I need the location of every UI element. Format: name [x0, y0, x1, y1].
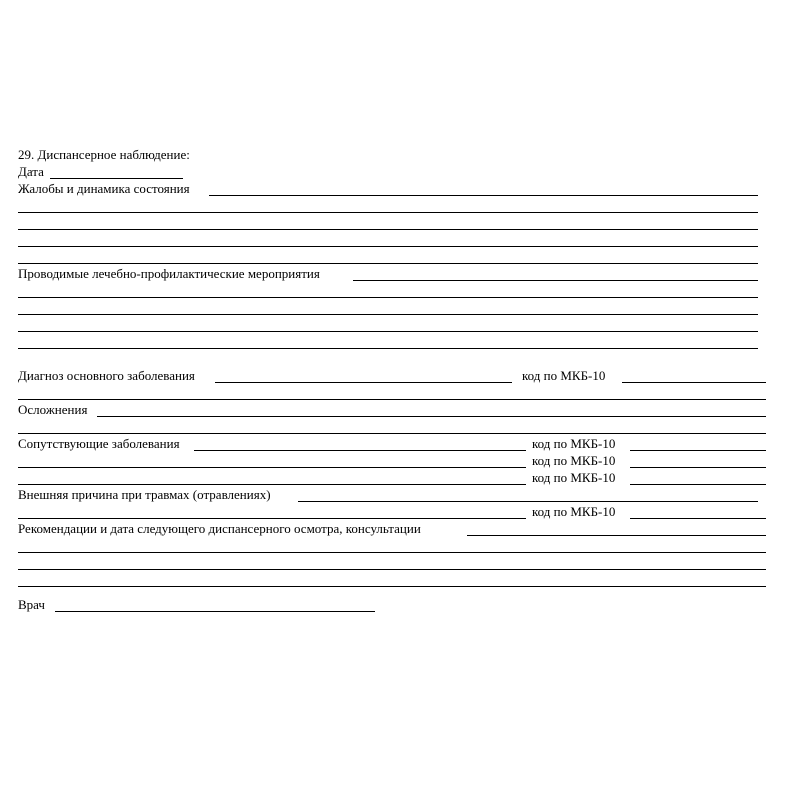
comorbid-mkb-field[interactable]: [630, 467, 766, 468]
diagnosis-label: Диагноз основного заболевания: [18, 368, 195, 383]
date-label: Дата: [18, 164, 44, 179]
comorbid-line[interactable]: [18, 484, 526, 485]
complaints-line[interactable]: [18, 263, 758, 264]
comorbid-line[interactable]: [18, 467, 526, 468]
complications-label: Осложнения: [18, 402, 88, 417]
date-field[interactable]: [50, 178, 183, 179]
external-cause-line[interactable]: [18, 518, 526, 519]
comorbid-mkb-label: код по МКБ-10: [532, 470, 616, 485]
complaints-line[interactable]: [18, 246, 758, 247]
comorbid-mkb-field[interactable]: [630, 450, 766, 451]
complaints-line[interactable]: [18, 229, 758, 230]
diagnosis-field[interactable]: [215, 382, 512, 383]
complications-field[interactable]: [97, 416, 766, 417]
complications-line[interactable]: [18, 433, 766, 434]
diagnosis-mkb-label: код по МКБ-10: [522, 368, 606, 383]
section-title: 29. Диспансерное наблюдение:: [18, 147, 190, 162]
measures-line[interactable]: [18, 314, 758, 315]
diagnosis-mkb-field[interactable]: [622, 382, 766, 383]
recommendations-line[interactable]: [18, 586, 766, 587]
comorbid-field[interactable]: [194, 450, 526, 451]
diagnosis-line[interactable]: [18, 399, 766, 400]
recommendations-label: Рекомендации и дата следующего диспансерного осмотра, консультации: [18, 521, 421, 536]
external-cause-label: Внешняя причина при травмах (отравлениях): [18, 487, 271, 502]
recommendations-line[interactable]: [18, 552, 766, 553]
comorbid-label: Сопутствующие заболевания: [18, 436, 180, 451]
complaints-line[interactable]: [18, 212, 758, 213]
external-cause-field[interactable]: [298, 501, 758, 502]
external-cause-mkb-label: код по МКБ-10: [532, 504, 616, 519]
measures-line[interactable]: [18, 331, 758, 332]
comorbid-mkb-label: код по МКБ-10: [532, 436, 616, 451]
comorbid-mkb-label: код по МКБ-10: [532, 453, 616, 468]
recommendations-line[interactable]: [18, 569, 766, 570]
complaints-label: Жалобы и динамика состояния: [18, 181, 190, 196]
comorbid-mkb-field[interactable]: [630, 484, 766, 485]
doctor-signature-field[interactable]: [55, 611, 375, 612]
complaints-field[interactable]: [209, 195, 758, 196]
doctor-label: Врач: [18, 597, 45, 612]
recommendations-field[interactable]: [467, 535, 766, 536]
external-cause-mkb-field[interactable]: [630, 518, 766, 519]
measures-line[interactable]: [18, 297, 758, 298]
measures-label: Проводимые лечебно-профилактические мероприятия: [18, 266, 320, 281]
measures-field[interactable]: [353, 280, 758, 281]
measures-line[interactable]: [18, 348, 758, 349]
